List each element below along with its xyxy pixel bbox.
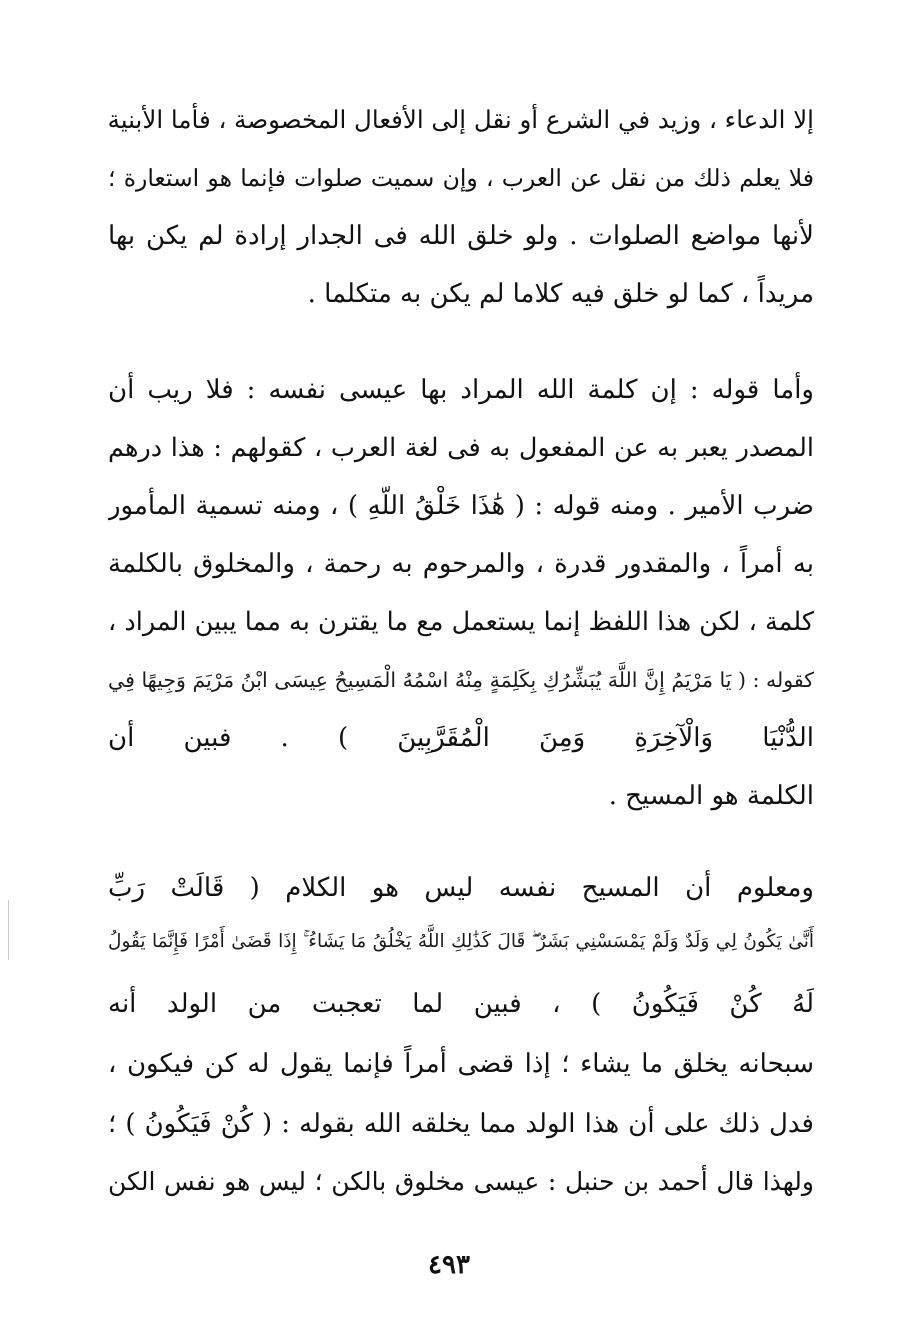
text-line: الدُّنْيَا وَالْآخِرَةِ وَمِنَ الْمُقَرَّبِينَ ) . فبين أن	[108, 723, 814, 753]
quran-verse-line: أَنَّىٰ يَكُونُ لِي وَلَدٌ وَلَمْ يَمْسَسْنِي بَشَرٌ ۖ قَالَ كَذَٰلِكِ اللَّهُ يَخْلُقُ مَا يَشَاءُ ۚ إِذَا قَضَىٰ أَمْرًا فَإِنَّمَا يَقُولُ	[108, 931, 814, 952]
text-line: وأما قوله : إن كلمة الله المراد بها عيسى نفسه : فلا ريب أن	[108, 375, 814, 405]
text-line: لأنها مواضع الصلوات . ولو خلق الله فى الجدار إرادة لم يكن بها	[108, 221, 814, 251]
page-edge-mark	[8, 900, 9, 960]
text-line: المصدر يعبر به عن المفعول به فى لغة العرب ، كقولهم : هذا درهم	[108, 433, 814, 463]
text-line: ضرب الأمير . ومنه قوله : ( هَٰذَا خَلْقُ اللَّهِ ) ، ومنه تسمية المأمور	[108, 491, 814, 521]
text-line: مريداً ، كما لو خلق فيه كلاما لم يكن به متكلما .	[307, 279, 814, 309]
text-line: فلا يعلم ذلك من نقل عن العرب ، وإن سميت صلوات فإنما هو استعارة ؛	[108, 164, 814, 192]
text-line: ولهذا قال أحمد بن حنبل : عيسى مخلوق بالكن ؛ ليس هو نفس الكن	[108, 1167, 814, 1196]
page-number: ٤٩٣	[428, 1250, 470, 1280]
text-line: إلا الدعاء ، وزيد في الشرع أو نقل إلى الأفعال المخصوصة ، فأما الأبنية	[108, 105, 814, 134]
text-line: به أمراً ، والمقدور قدرة ، والمرحوم به رحمة ، والمخلوق بالكلمة	[108, 549, 814, 579]
text-line: لَهُ كُنْ فَيَكُونُ ) ، فبين لما تعجبت من الولد أنه	[108, 989, 814, 1019]
text-line: كلمة ، لكن هذا اللفظ إنما يستعمل مع ما يقترن به مما يبين المراد ،	[108, 607, 814, 637]
quran-verse-line: كقوله : ( يَا مَرْيَمُ إِنَّ اللَّهَ يُبَشِّرُكِ بِكَلِمَةٍ مِنْهُ اسْمُهُ الْمَسِيحُ عِيسَى ابْنُ مَرْيَمَ وَجِيهًا فِي	[108, 668, 814, 692]
text-line: فدل ذلك على أن هذا الولد مما يخلقه الله بقوله : ( كُنْ فَيَكُونُ ) ؛	[108, 1109, 814, 1139]
text-line: الكلمة هو المسيح .	[608, 781, 814, 811]
text-line: ومعلوم أن المسيح نفسه ليس هو الكلام ( قَالَتْ رَبِّ	[108, 873, 814, 903]
text-line: سبحانه يخلق ما يشاء ؛ إذا قضى أمراً فإنما يقول له كن فيكون ،	[108, 1049, 814, 1079]
